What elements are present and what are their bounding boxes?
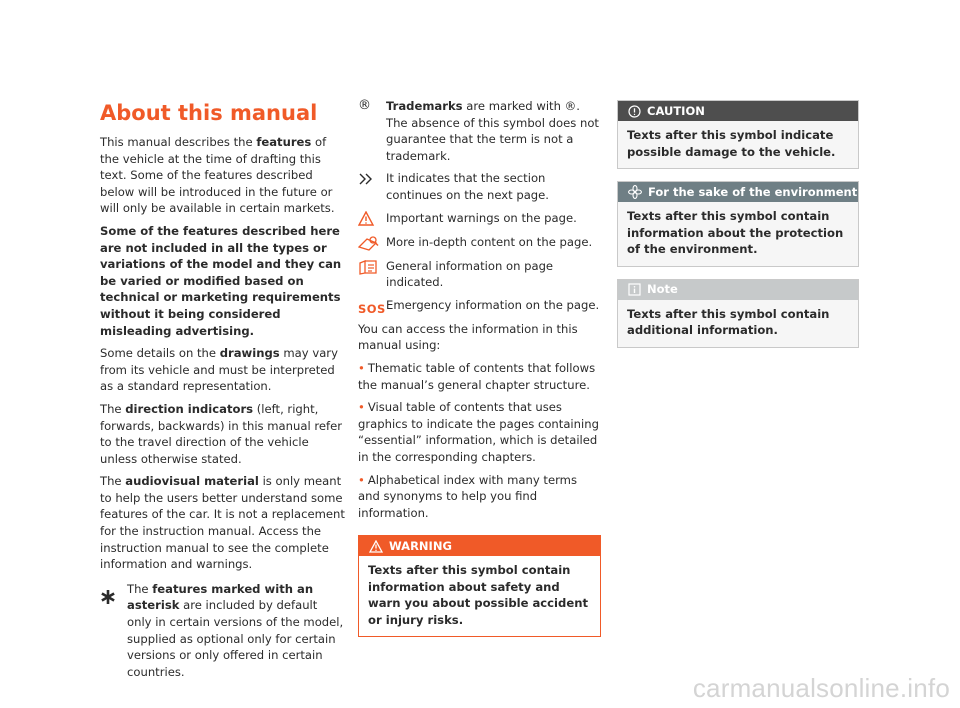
bold-text: drawings [219, 346, 280, 361]
sos-icon: SOS [358, 301, 386, 316]
bullet-icon: • [358, 400, 365, 415]
info-icon [628, 283, 641, 296]
page-title: About this manual [100, 101, 318, 125]
symbol-row-trademark [358, 98, 601, 164]
warning-triangle-icon [369, 540, 383, 553]
warning-box-text: Texts after this symbol contain information about safety and warn you about possible accident or injury risks. [368, 563, 588, 627]
caution-box [617, 100, 859, 169]
bold-text: Some of the features described here are not included in all the types or variations of the model and they can be varied or modified based on technical or marketing requirements without it being considered misleading advertising. [100, 223, 342, 338]
flower-icon [628, 185, 642, 199]
watermark: carmanualsonline.info [692, 673, 950, 703]
bullet-icon: • [358, 360, 365, 375]
list-item-index [358, 472, 601, 522]
symbol-row-emergency [358, 297, 601, 315]
symbol-row-indepth [358, 234, 601, 252]
text: Some details on the [100, 346, 220, 361]
warning-triangle-icon [358, 211, 380, 227]
text: Emergency information on the page. [386, 297, 600, 312]
text: It indicates that the section continues on the next page. [386, 171, 549, 202]
note-box-header [618, 280, 858, 300]
asterisk-note [100, 581, 345, 681]
paragraph-audiovisual [100, 473, 345, 573]
text: The [100, 401, 126, 416]
paragraph-direction [100, 401, 345, 467]
text: The [100, 474, 126, 489]
column-symbols [358, 98, 601, 649]
environment-box [617, 181, 859, 267]
text: are included by default only in certain versions of the model, supplied as optional only for certain versions or only offered in certain countries. [127, 598, 344, 679]
symbol-row-general [358, 258, 601, 291]
text: Thematic table of contents that follows the manual’s general chapter structure. [358, 360, 596, 392]
list-item-visual [358, 399, 601, 465]
note-box [617, 279, 859, 348]
text: (left, right, forwards, backwards) in this manual refer to the travel direction of the vehicle unless otherwise stated. [100, 401, 342, 466]
text: Alphabetical index with many terms and synonyms to help you find information. [358, 472, 578, 520]
environment-box-text: Texts after this symbol contain information about the protection of the environment. [618, 202, 858, 266]
caution-box-title: CAUTION [647, 103, 705, 118]
note-box-text: Texts after this symbol contain additional information. [618, 300, 858, 347]
text: The [127, 581, 153, 596]
environment-box-title: For the sake of the environment [648, 184, 858, 199]
text: Important warnings on the page. [386, 210, 577, 225]
asterisk-icon [100, 589, 116, 605]
list-item-thematic [358, 360, 601, 393]
text: of the vehicle at the time of drafting this text. Some of the features described below will be introduced in the future or will only be available in certain markets. [100, 135, 335, 216]
text: may vary from its vehicle and must be interpreted as a standard representation. [100, 346, 338, 394]
warning-box-header [359, 536, 600, 556]
text: Visual table of contents that uses graphics to indicate the pages containing “essential” information, which is detailed in the corresponding chapters. [358, 400, 599, 464]
text: More in-depth content on the page. [386, 234, 593, 249]
text: is only meant to help the users better understand some features of the car. It is not a replacement for the instruction manual. Access the instruction manual to see the complete information and warnings. [100, 474, 345, 572]
bold-text: features marked with an asterisk [127, 581, 314, 613]
caution-box-header [618, 101, 858, 121]
magnifier-book-icon [358, 235, 380, 251]
paragraph-access: You can access the information in this manual using: [358, 321, 578, 353]
text: are marked with ®. The absence of this symbol does not guarantee that the term is not a trademark. [386, 99, 599, 163]
bold-text: direction indicators [125, 401, 254, 416]
bold-text: Trademarks [386, 99, 463, 113]
exclamation-circle-icon [628, 105, 641, 118]
environment-box-header [618, 182, 858, 202]
registered-icon: ® [358, 98, 371, 113]
paragraph-features [100, 134, 345, 217]
warning-box [358, 535, 601, 637]
symbol-row-continues [358, 170, 601, 203]
double-chevron-right-icon [358, 171, 380, 187]
book-pointer-icon [358, 259, 380, 275]
paragraph-drawings [100, 345, 345, 395]
caution-box-text: Texts after this symbol indicate possible damage to the vehicle. [618, 121, 858, 168]
column-intro [100, 100, 345, 680]
text: This manual describes the [100, 135, 257, 149]
note-box-title: Note [647, 282, 678, 297]
bullet-icon: • [358, 472, 365, 487]
bold-text: audiovisual material [125, 474, 259, 489]
paragraph-disclaimer [100, 223, 345, 339]
bold-text: features [256, 135, 312, 149]
warning-box-title: WARNING [389, 538, 452, 553]
text: General information on page indicated. [386, 258, 554, 290]
symbol-row-warnings [358, 210, 601, 228]
column-notices [617, 100, 859, 360]
